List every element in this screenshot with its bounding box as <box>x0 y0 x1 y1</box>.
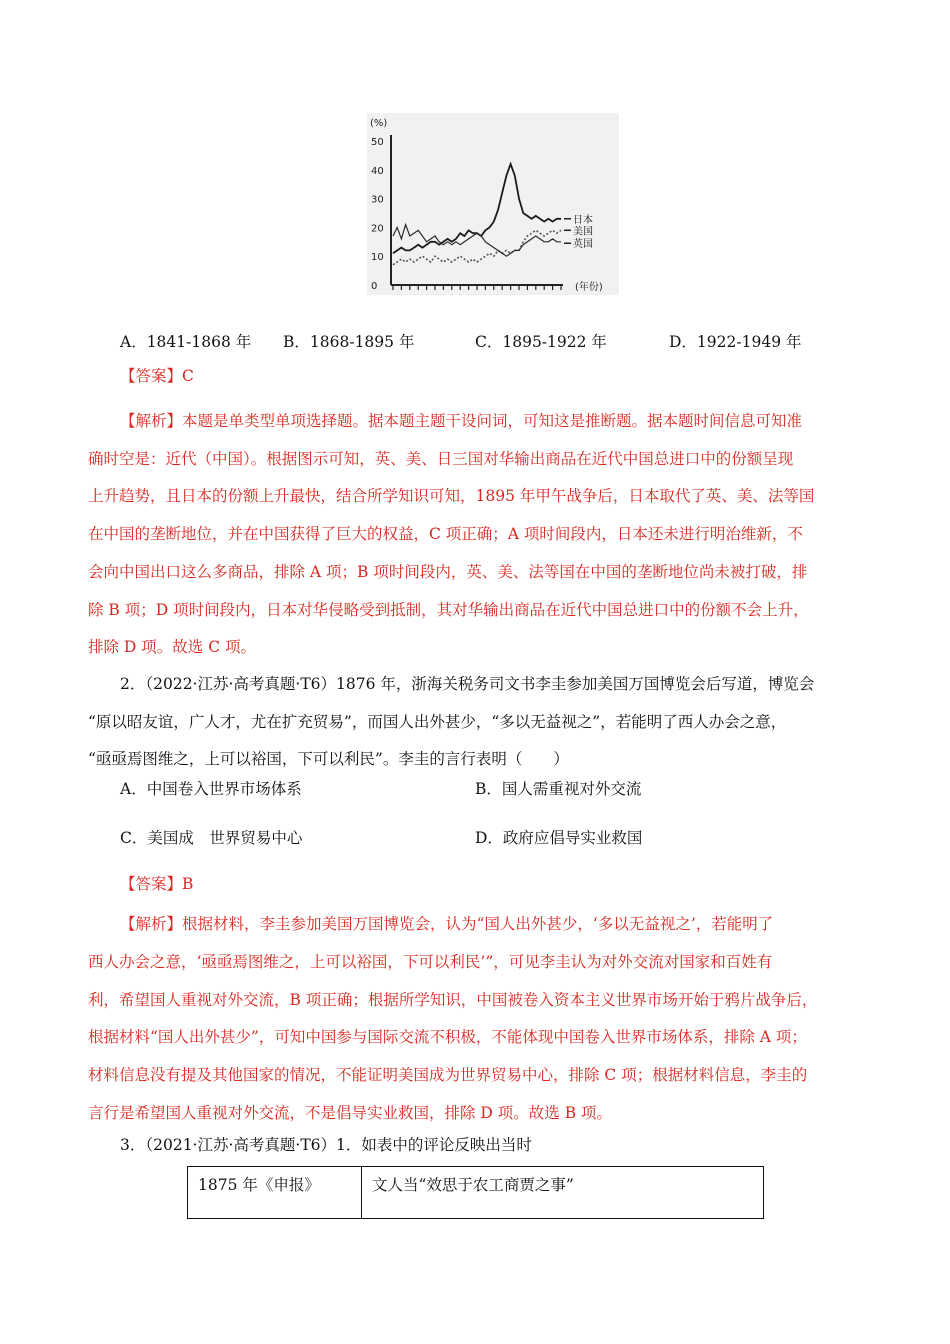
legend-label: 美国 <box>573 226 593 238</box>
q1-option-d: D．1922-1949 年 <box>669 333 802 351</box>
q2-analysis-line: 根据材料“国人出外甚少”，可知中国参与国际交流不积极，不能体现中国卷入世界市场体系，排除 A 项； <box>88 1028 807 1047</box>
q3-table <box>187 1166 764 1219</box>
y-tick-label: 50 <box>371 137 384 148</box>
q2-option-d: D．政府应倡导实业救国 <box>475 829 643 847</box>
q1-analysis-line: 在中国的垄断地位，并在中国获得了巨大的权益，C 项正确；A 项时间段内，日本还未进行明治维新，不 <box>88 525 803 544</box>
q2-answer: 【答案】B <box>120 875 194 893</box>
q2-analysis-line: 利，希望国人重视对外交流，B 项正确；根据所学知识，中国被卷入资本主义世界市场开始于鸦片战争后， <box>88 990 818 1009</box>
q1-analysis-line: 除 B 项；D 项时间段内，日本对华侵略受到抵制，其对华输出商品在近代中国总进口中的份额不会上升， <box>88 600 809 619</box>
q2-analysis-line: 西人办会之意，‘亟亟焉图维之，上可以裕国，下可以利民’”，可见李圭认为对外交流对国家和百姓有 <box>88 952 773 971</box>
q1-answer: 【答案】C <box>120 367 194 385</box>
q2-option-c: C．美国成 世界贸易中心 <box>120 829 303 847</box>
q2-analysis <box>88 906 817 1133</box>
q2-option-b: B．国人需重视对外交流 <box>475 780 642 798</box>
q2-analysis-line: 材料信息没有提及其他国家的情况，不能证明美国成为世界贸易中心，排除 C 项；根据材料信息，李圭的 <box>88 1066 808 1085</box>
q2-stem-line: “亟亟焉图维之，上可以裕国，下可以利民”。李圭的言行表明（ ） <box>88 750 569 768</box>
chart-svg <box>367 113 619 295</box>
q2-option-a: A．中国卷入世界市场体系 <box>120 780 302 798</box>
q1-analysis-line: 确时空是：近代（中国）。根据图示可知，英、美、日三国对华输出商品在近代中国总进口中的份额呈现 <box>88 449 794 468</box>
legend-label: 日本 <box>573 214 593 226</box>
y-tick-label: 10 <box>371 252 384 264</box>
q2-analysis-line: 【解析】根据材料，李圭参加美国万国博览会，认为“国人出外甚少，‘多以无益视之’，若能明了 <box>120 915 774 933</box>
q1-analysis-line: 会向中国出口这么多商品，排除 A 项；B 项时间段内，英、美、法等国在中国的垄断地位尚未被打破，排 <box>88 562 808 581</box>
q1-option-c: C．1895-1922 年 <box>475 333 607 351</box>
q1-analysis-line: 排除 D 项。故选 C 项。 <box>88 638 256 657</box>
y-tick-label: 20 <box>371 223 384 235</box>
series-line-3 <box>393 225 561 257</box>
y-tick-label: 40 <box>371 165 384 177</box>
import-share-chart <box>367 113 619 295</box>
q3-stem: 3．（2021·江苏·高考真题·T6）1．如表中的评论反映出当时 <box>120 1136 532 1154</box>
q1-analysis-line: 上升趋势，且日本的份额上升最快，结合所学知识可知，1895 年甲午战争后，日本取代了英、美、法等国 <box>88 487 815 506</box>
q2-analysis-line: 言行是希望国人重视对外交流，不是倡导实业救国，排除 D 项。故选 B 项。 <box>88 1103 613 1122</box>
chart-ylabel: (%) <box>370 118 388 129</box>
table-row <box>188 1167 764 1219</box>
table-cell: 文人当“效思于农工商贾之事” <box>362 1167 764 1219</box>
q2-stem-line: 2．（2022·江苏·高考真题·T6）1876 年，浙海关税务司文书李圭参加美国万国博览会后写道，博览会 <box>120 675 815 693</box>
chart-xlabel: (年份) <box>575 282 603 293</box>
y-tick-label: 0 <box>371 281 378 292</box>
q1-option-a: A．1841-1868 年 <box>120 333 252 351</box>
series-line-1 <box>393 164 561 253</box>
legend-label: 英国 <box>573 239 593 251</box>
q1-option-b: B．1868-1895 年 <box>283 333 415 351</box>
y-tick-label: 30 <box>371 194 384 206</box>
q2-stem-line: “原以昭友谊，广人才，尤在扩充贸易”，而国人出外甚少，“多以无益视之”，若能明了西人办会之意， <box>88 712 787 731</box>
q1-analysis <box>88 403 814 667</box>
q1-analysis-line: 【解析】本题是单类型单项选择题。据本题主题干设问词，可知这是推断题。据本题时间信息可知准 <box>120 412 803 430</box>
table-cell: 1875 年《申报》 <box>188 1167 362 1219</box>
q2-stem <box>88 666 814 779</box>
